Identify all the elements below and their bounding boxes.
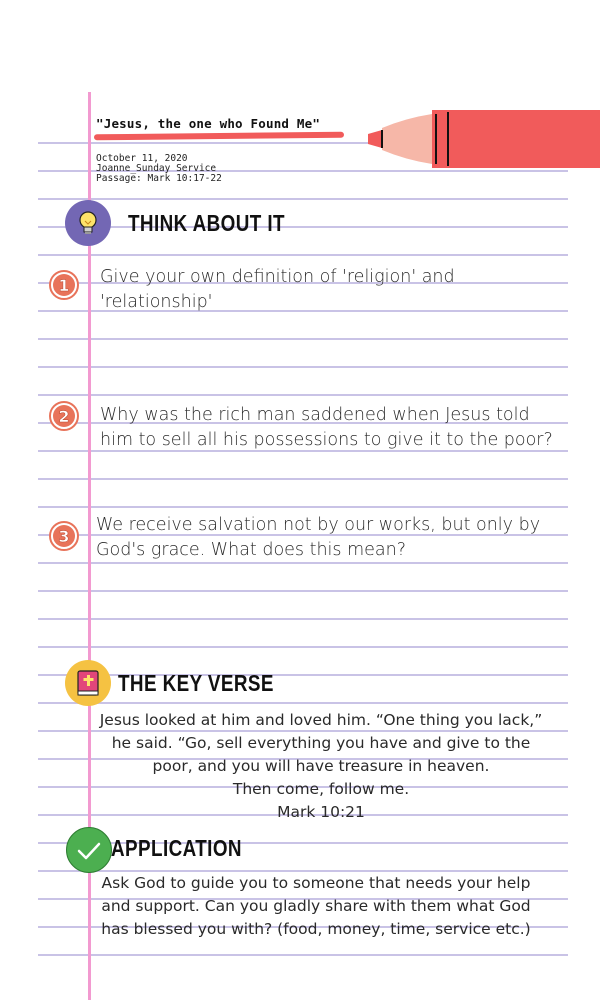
- svg-text:3: 3: [58, 527, 70, 546]
- think-section-icon-circle: [65, 200, 111, 246]
- ruled-line: [38, 338, 568, 340]
- number-2-badge-icon: [48, 400, 80, 432]
- sermon-speaker-service: Joanne_Sunday Service: [96, 163, 217, 174]
- question-2-text: Why was the rich man saddened when Jesus told him to sell all his possessions to give it to the poor?: [100, 405, 553, 450]
- application-icon-circle: [66, 827, 112, 873]
- sermon-title: "Jesus, the one who Found Me": [96, 116, 321, 131]
- key-verse-section-title: THE KEY VERSE: [118, 670, 274, 696]
- svg-text:2: 2: [58, 407, 70, 426]
- ruled-line: [38, 226, 568, 228]
- ruled-line: [38, 646, 568, 648]
- ruled-line: [38, 590, 568, 592]
- ruled-line: [38, 366, 568, 368]
- highlighter-pen-icon: [366, 104, 600, 174]
- number-1-badge-icon: [48, 269, 80, 301]
- svg-text:1: 1: [58, 276, 70, 295]
- ruled-line: [38, 198, 568, 200]
- key-verse-text: Jesus looked at him and loved him. “One thing you lack,” he said. “Go, sell everything you have and give to the poor, and you will have treasure in heaven. Then come, follow me. Mark 10:21: [96, 709, 546, 824]
- ruled-line: [38, 394, 568, 396]
- number-3-badge-icon: [48, 520, 80, 552]
- sermon-date: October 11, 2020: [96, 153, 188, 164]
- title-highlight-stroke: [94, 132, 344, 141]
- question-3-text: We receive salvation not by our works, but only by God's grace. What does this mean?: [96, 515, 541, 560]
- ruled-line: [38, 254, 568, 256]
- bible-icon: [65, 660, 111, 706]
- think-section-title: THINK ABOUT IT: [128, 210, 285, 236]
- ruled-line: [38, 702, 568, 704]
- verse-reference: Mark 10:21: [277, 803, 365, 821]
- key-verse-icon-circle: [65, 660, 111, 706]
- application-text: Ask God to guide you to someone that needs your help and support. Can you gladly share with them what God has blessed you with? (food, money, time, service etc.): [101, 874, 531, 938]
- ruled-line: [38, 478, 568, 480]
- ruled-line: [38, 506, 568, 508]
- checkmark-icon: [67, 828, 111, 872]
- application-section-title: APPLICATION: [111, 835, 242, 861]
- sermon-passage: Passage: Mark 10:17-22: [96, 173, 222, 184]
- question-1-text: Give your own definition of 'religion' and 'relationship': [100, 267, 455, 312]
- ruled-line: [38, 618, 568, 620]
- lightbulb-icon: [65, 200, 111, 246]
- ruled-line: [38, 954, 568, 956]
